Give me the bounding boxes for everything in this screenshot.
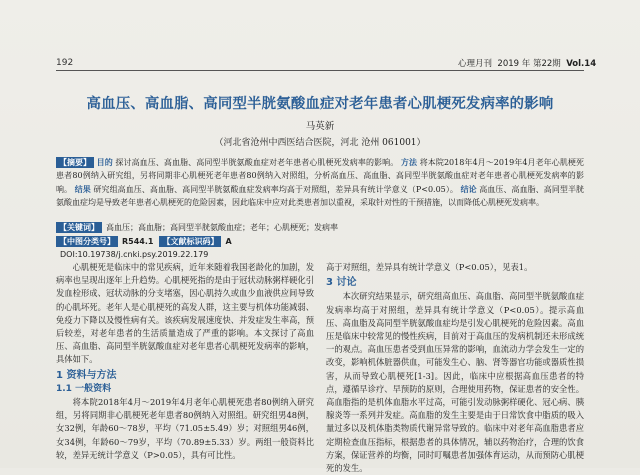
- keywords-label: 【关键词】: [56, 222, 102, 233]
- result-label: 结果: [74, 184, 91, 194]
- article-author: 马英新: [305, 121, 335, 132]
- method-text: 将本院2018年4月～2019年4月老年心肌梗死患者80例纳入研究组，另将同期非心肌梗死老年患者80例纳入对照组，分析高血压、高血脂、高同型半胱氨酸血症对老年患者心肌梗死发病率的影响。: [56, 158, 584, 194]
- section-3-heading: 3 讨论: [326, 277, 357, 289]
- objective-text: 探讨高血压、高血脂、高同型半胱氨酸血症对老年患者心肌梗死发病率的影响。: [115, 158, 399, 167]
- classification-label: 【中图分类号】: [56, 236, 118, 247]
- right-column: [326, 261, 584, 475]
- result-text: 研究组高血压、高血脂、高同型半胱氨酸血症发病率均高于对照组，差异具有统计学意义（P<0.05）。: [93, 184, 458, 194]
- method-label: 方法: [400, 158, 418, 167]
- header-rule: [56, 70, 584, 71]
- intro-paragraph: 心肌梗死是临床中的常见疾病，近年来随着我国老龄化的加剧，发病率也呈现出逐年上升趋势。心肌梗死指的是由于冠状动脉粥样硬化引发血栓形成、冠状动脉的分支堵塞，因心肌持久或血少血液供应间导致的心肌坏死。老年人是心肌梗死的高发人群，这主要与机体功能减弱、免疫力下降以及慢性病有关。该疾病发展速度快、并发症发生率高，预后较差，对老年患者的生活质量造成了严重的影响。本文探讨了高血压、高血脂、高同型半胱氨酸血症对老年患者心肌梗死发病率的影响，具体如下。: [56, 262, 314, 365]
- document-code-label: 【文献标识码】: [159, 236, 221, 247]
- abstract: [56, 156, 584, 210]
- conclusion-label: 结论: [460, 184, 477, 194]
- section-1-1-heading: 1.1 一般资料: [56, 383, 112, 394]
- article-affiliation: （河北省沧州中西医结合医院，河北 沧州 061001）: [214, 138, 426, 148]
- discussion-paragraph: 本次研究结果显示，研究组高血压、高血脂、高同型半胱氨酸血症发病率均高于对照组，差异具有统计学意义（P<0.05）。提示高血压、高血脂及高同型半胱氨酸血症均是引发心肌梗死的危险因素。高血压是临床中较常见的慢性疾病，目前对于高血压的发病机制还未形成统一的观点。高血压患者受到血压异常的影响，血流动力学会发生一定的改变，影响机体脏器供血，可能发生心、脑、肾等器官功能或器质性损害，从而导致心肌梗死[1-3]。因此，临床中应根据高血压患者的特点，遵循早诊疗、早预防的原则，合理使用药物，保证患者的安全性。高血脂指的是机体血脂水平过高，可能引发动脉粥样硬化、冠心病、胰腺炎等一系列并发症。高血脂的发生主要是由于日常饮食中脂质的吸入量过多以及机体脂类物质代谢异常导致的。临床中对老年高血脂患者应定期检查血压指标，根据患者的具体情况，辅以药物治疗，合理的饮食方案，保证营养的均衡，同时叮嘱患者加强体育运动，从而预防心肌梗死的发生。: [326, 291, 584, 474]
- conclusion-text: 高血压、高血脂、高同型半胱氨酸血症均是导致老年患者心肌梗死的危险因素，因此临床中应对此类患者加以重视，采取针对性的干预措施，以而降低心肌梗死发病率。: [56, 184, 585, 208]
- doi: DOI:10.19738/j.cnki.psy.2019.22.179: [60, 250, 209, 259]
- journal-name: 心理月刊: [458, 59, 493, 69]
- objective-label: 目的: [96, 158, 113, 167]
- keywords-text: 高血压；高血脂；高同型半胱氨酸血症；老年；心肌梗死；发病率: [106, 223, 338, 232]
- section-1-heading: 1 资料与方法: [56, 369, 117, 381]
- article-title: 高血压、高血脂、高同型半胱氨酸血症对老年患者心肌梗死发病率的影响: [86, 96, 554, 112]
- classification-row: [56, 236, 232, 248]
- journal-volume: Vol.14: [566, 59, 597, 69]
- general-info-paragraph: 将本院2018年4月～2019年4月老年心肌梗死患者80例纳入研究组，另将同期非心肌梗死老年患者80例纳入对照组。研究组男48例，女32例，年龄60～78岁，平均（71.05±5.49）岁；对照组男46例，女34例，年龄60～79岁，平均（70.89±5.33）岁。两组一般资料比较，差异无统计学意义（P>0.05），具有可比性。: [56, 397, 314, 460]
- abstract-label: 【摘要】: [56, 157, 94, 168]
- page-number: 192: [56, 58, 74, 68]
- journal-year-issue: 2019 年 第22期: [497, 59, 561, 69]
- journal-header: [458, 57, 596, 69]
- document-code-value: A: [225, 237, 232, 246]
- carry-over-line: 高于对照组，差异具有统计学意义（P<0.05），见表1。: [326, 262, 533, 272]
- left-column: [56, 261, 314, 462]
- classification-value: R544.1: [122, 237, 154, 246]
- keywords-row: [56, 222, 338, 234]
